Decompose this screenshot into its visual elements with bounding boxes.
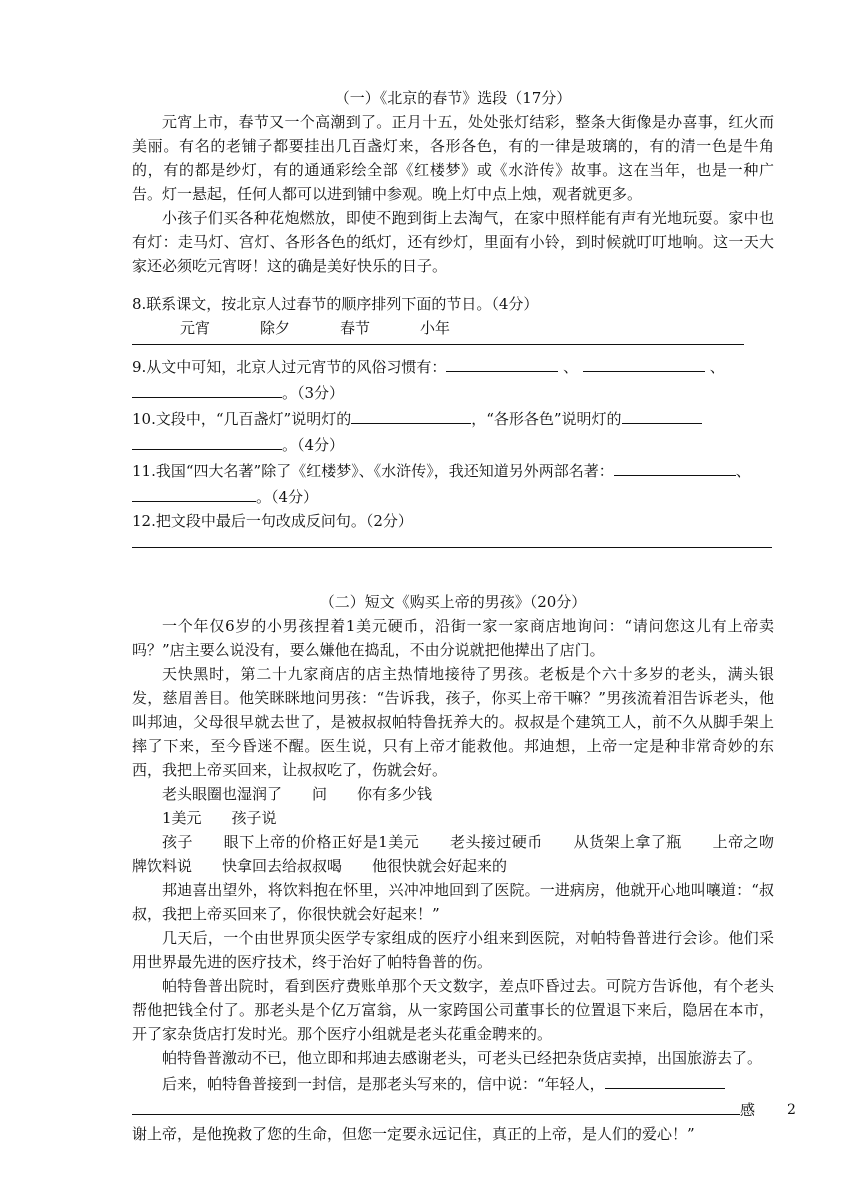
separator: 、 bbox=[709, 358, 725, 376]
question-8: 8.联系课文，按北京人过春节的顺序排列下面的节日。（4分） bbox=[132, 295, 539, 313]
answer-blank[interactable] bbox=[132, 483, 256, 502]
last-paragraph-text-b: 感 bbox=[740, 1101, 756, 1119]
question-11-text: 11.我国“四大名著”除了《红楼梦》、《水浒传》，我还知道另外两部名著： bbox=[132, 462, 614, 480]
section2-paragraph-8: 帕特鲁普出院时，看到医疗费账单那个天文数字，差点吓昏过去。可院方告诉他，有个老头帮他把钱全付了。那老头是个亿万富翁，从一家跨国公司董事长的位置退下来后，隐居在本市，开了家杂货店打发时光。那个医疗小组就是老头花重金聘来的。 bbox=[132, 977, 774, 1043]
answer-blank[interactable] bbox=[446, 353, 558, 372]
answer-blank[interactable] bbox=[351, 405, 471, 424]
section2-last-line-2: 谢上帝，是他挽救了您的生命，但您一定要永远记住，真正的上帝，是人们的爱心！” bbox=[132, 1125, 695, 1143]
question-10-cont bbox=[132, 431, 774, 457]
answer-line-q12[interactable] bbox=[132, 533, 772, 548]
question-11 bbox=[132, 457, 774, 483]
section2-paragraph-2: 天快黑时，第二十九家商店的店主热情地接待了男孩。老板是个六十多岁的老头，满头银发，慈眉善目。他笑眯眯地问男孩：“告诉我，孩子，你买上帝干嘛？”男孩流着泪告诉老头，他叫邦迪，父母很早就去世了，是被叔叔帕特鲁抚养大的。叔叔是个建筑工人，前不久从脚手架上摔了下来，至今昏迷不醒。医生说，只有上帝才能救他。邦迪想，上帝一定是种非常奇妙的东西，我把上帝买回来，让叔叔吃了，伤就会好。 bbox=[132, 665, 774, 779]
answer-blank[interactable] bbox=[132, 431, 282, 450]
section2-paragraph-9: 帕特鲁普激动不已，他立即和邦迪去感谢老头，可老头已经把杂货店卖掉，出国旅游去了。 bbox=[162, 1049, 763, 1067]
question-9-text: 9.从文中可知，北京人过元宵节的风俗习惯有： bbox=[132, 358, 447, 376]
section1-title: （一）《北京的春节》选段（17分） bbox=[334, 89, 572, 107]
section2-last-paragraph bbox=[132, 1070, 774, 1096]
section1-paragraph-1: 元宵上市，春节又一个高潮到了。正月十五，处处张灯结彩，整条大街像是办喜事，红火而美丽。有名的老铺子都要挂出几百盏灯来，各形各色，有的一律是玻璃的，有的清一色是牛角的，有的都是纱灯，有的通通彩绘全部《红楼梦》或《水浒传》故事。这在当年，也是一种广告。灯一悬起，任何人都可以进到铺中参观。晚上灯中点上烛，观者就更多。 bbox=[132, 113, 774, 203]
answer-blank[interactable] bbox=[583, 353, 705, 372]
question-10 bbox=[132, 405, 774, 431]
question-11-cont bbox=[132, 483, 774, 509]
question-9-cont bbox=[132, 379, 774, 405]
festival-item: 春节 bbox=[340, 319, 371, 337]
points: 。（4分） bbox=[256, 488, 319, 506]
page-number: 2 bbox=[787, 1102, 796, 1118]
separator: 、 bbox=[563, 358, 579, 376]
answer-blank[interactable] bbox=[605, 1070, 725, 1089]
separator: 、 bbox=[735, 462, 751, 480]
section2-paragraph-6: 邦迪喜出望外，将饮料抱在怀里，兴冲冲地回到了医院。一进病房，他就开心地叫嚷道：“叔叔，我把上帝买回来了，你很快就会好起来！” bbox=[132, 881, 774, 923]
section2-last-line bbox=[132, 1096, 774, 1122]
festival-item: 元宵 bbox=[180, 319, 211, 337]
answer-blank[interactable] bbox=[132, 1096, 740, 1115]
worksheet-page bbox=[132, 86, 805, 1146]
points: 。（3分） bbox=[282, 384, 345, 402]
question-10-text: 10.文段中，“几百盏灯”说明灯的 bbox=[132, 410, 352, 428]
question-9 bbox=[132, 353, 774, 379]
section2-paragraph-4: 1美元 孩子说 bbox=[162, 809, 277, 827]
festival-item: 除夕 bbox=[260, 319, 291, 337]
last-paragraph-text: 后来，帕特鲁普接到一封信，是那老头写来的，信中说：“年轻人， bbox=[162, 1075, 605, 1093]
question-10-text-b: ，“各形各色”说明灯的 bbox=[471, 410, 622, 428]
section1-paragraph-2: 小孩子们买各种花炮燃放，即使不跑到街上去淘气，在家中照样能有声有光地玩耍。家中也有灯：走马灯、宫灯、各形各色的纸灯，还有纱灯，里面有小铃，到时候就叮叮地响。这一天大家还必须吃元宵呀！这的确是美好快乐的日子。 bbox=[132, 209, 774, 275]
section2-title: （二）短文《购买上帝的男孩》（20分） bbox=[319, 593, 587, 611]
answer-blank[interactable] bbox=[614, 457, 736, 476]
section2-paragraph-7: 几天后，一个由世界顶尖医学专家组成的医疗小组来到医院，对帕特鲁普进行会诊。他们采用世界最先进的医疗技术，终于治好了帕特鲁普的伤。 bbox=[132, 929, 774, 971]
answer-blank[interactable] bbox=[132, 379, 282, 398]
section2-paragraph-1: 一个年仅6岁的小男孩捏着1美元硬币，沿街一家一家商店地询问：“请问您这儿有上帝卖吗？”店主要么说没有，要么嫌他在捣乱，不由分说就把他撵出了店门。 bbox=[132, 617, 774, 659]
answer-blank[interactable] bbox=[622, 405, 702, 424]
section2-paragraph-3: 老头眼圈也湿润了 问 你有多少钱 bbox=[162, 785, 433, 803]
section2-paragraph-5: 孩子 眼下上帝的价格正好是1美元 老头接过硬币 从货架上拿了瓶 上帝之吻 牌饮料说 快拿回去给叔叔喝 他很快就会好起来的 bbox=[132, 833, 805, 875]
festival-item: 小年 bbox=[420, 319, 451, 337]
points: 。（4分） bbox=[282, 436, 345, 454]
question-12: 12.把文段中最后一句改成反问句。（2分） bbox=[132, 512, 413, 530]
